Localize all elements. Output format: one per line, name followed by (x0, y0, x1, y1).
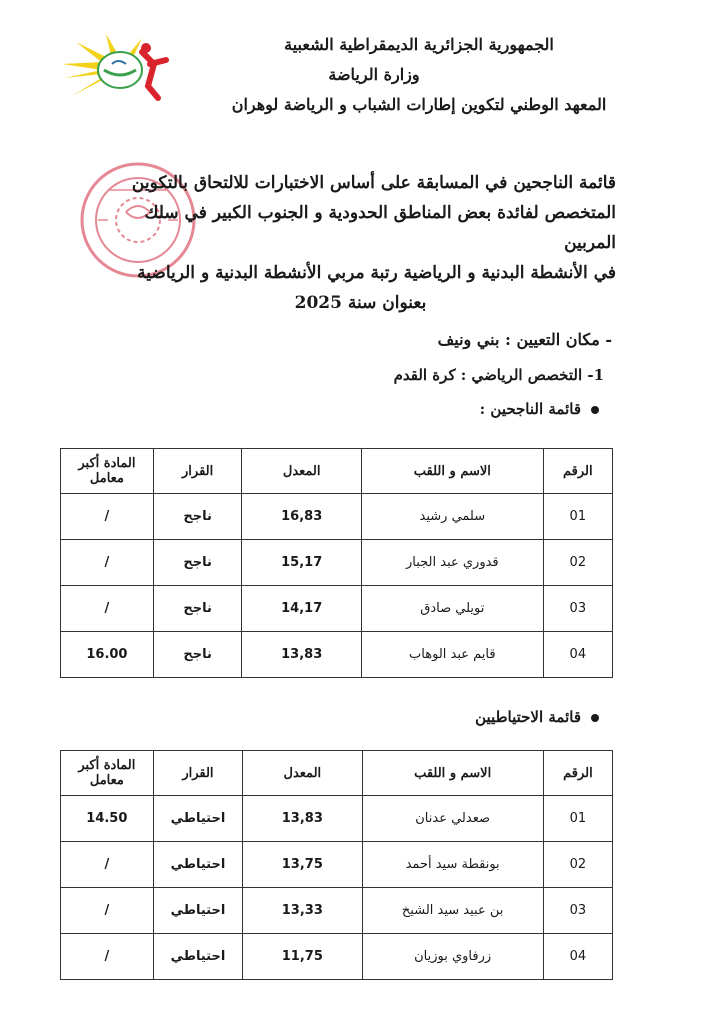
row-decision: احتياطي (153, 888, 242, 934)
reserves-heading (475, 708, 599, 726)
col-num: الرقم (543, 449, 612, 494)
row-avg: 16,83 (242, 494, 362, 540)
table-row (61, 888, 613, 934)
reserves-label: قائمة الاحتياطيين (475, 708, 581, 726)
row-name: تويلي صادق (362, 586, 544, 632)
winners-heading (480, 400, 599, 418)
row-subject: / (61, 540, 154, 586)
table-row (61, 934, 613, 980)
bullet-icon (591, 714, 599, 722)
row-name: قايم عبد الوهاب (362, 632, 544, 678)
col-avg: المعدل (243, 751, 362, 796)
specialty-line: 1- التخصص الرياضي : كرة القدم (393, 366, 604, 384)
row-avg: 15,17 (242, 540, 362, 586)
header-ministry: وزارة الرياضة (328, 65, 420, 84)
row-subject: / (61, 494, 154, 540)
row-decision: احتياطي (153, 842, 242, 888)
row-num: 04 (543, 934, 612, 980)
row-decision: ناجح (153, 586, 242, 632)
title-year: بعنوان سنة 2025 (294, 293, 427, 313)
col-subject: المادة أكبر معامل (61, 751, 154, 796)
winners-table (60, 448, 613, 678)
institute-logo (62, 34, 172, 106)
header-institute: المعهد الوطني لتكوين إطارات الشباب و الرياضة لوهران (231, 95, 607, 114)
row-name: صعدلي عدنان (362, 796, 543, 842)
row-avg: 11,75 (243, 934, 362, 980)
title-line-2: المتخصص لفائدة بعض المناطق الحدودية و الجنوب الكبير في سلك المربين (144, 203, 616, 253)
row-name: قدوري عبد الجبار (362, 540, 544, 586)
placement-line: - مكان التعيين : بني ونيف (437, 330, 612, 349)
row-decision: ناجح (153, 632, 242, 678)
row-avg: 13,83 (242, 632, 362, 678)
col-name: الاسم و اللقب (362, 751, 543, 796)
document-title (105, 168, 616, 318)
row-num: 02 (543, 842, 612, 888)
row-avg: 14,17 (242, 586, 362, 632)
row-num: 03 (543, 586, 612, 632)
col-subject: المادة أكبر معامل (61, 449, 154, 494)
col-avg: المعدل (242, 449, 362, 494)
row-num: 01 (543, 796, 612, 842)
row-subject: / (61, 842, 154, 888)
bullet-icon (591, 406, 599, 414)
row-avg: 13,75 (243, 842, 362, 888)
title-line-1: قائمة الناجحين في المسابقة على أساس الاختبارات للالتحاق بالتكوين (131, 173, 616, 193)
row-subject: / (61, 586, 154, 632)
table-row (61, 494, 613, 540)
row-name: سلمي رشيد (362, 494, 544, 540)
row-subject: 14.50 (61, 796, 154, 842)
row-decision: احتياطي (153, 934, 242, 980)
row-avg: 13,83 (243, 796, 362, 842)
row-decision: احتياطي (153, 796, 242, 842)
col-decision: القرار (153, 449, 242, 494)
row-num: 03 (543, 888, 612, 934)
col-num: الرقم (543, 751, 612, 796)
table-row (61, 842, 613, 888)
table-header-row (61, 751, 613, 796)
reserves-table (60, 750, 613, 980)
table-header-row (61, 449, 613, 494)
col-decision: القرار (153, 751, 242, 796)
row-avg: 13,33 (243, 888, 362, 934)
row-subject: / (61, 934, 154, 980)
table-row (61, 632, 613, 678)
row-decision: ناجح (153, 540, 242, 586)
document-header (209, 30, 629, 120)
row-num: 04 (543, 632, 612, 678)
table-row (61, 586, 613, 632)
row-subject: / (61, 888, 154, 934)
row-name: بن عبيد سيد الشيخ (362, 888, 543, 934)
title-line-3: في الأنشطة البدنية و الرياضية رتبة مربي الأنشطة البدنية و الرياضية (137, 263, 616, 283)
row-name: زرفاوي بوزيان (362, 934, 543, 980)
row-decision: ناجح (153, 494, 242, 540)
row-name: بونقطة سيد أحمد (362, 842, 543, 888)
table-row (61, 540, 613, 586)
header-country: الجمهورية الجزائرية الديمقراطية الشعبية (284, 35, 554, 54)
row-num: 01 (543, 494, 612, 540)
col-name: الاسم و اللقب (362, 449, 544, 494)
row-num: 02 (543, 540, 612, 586)
row-subject: 16.00 (61, 632, 154, 678)
table-row (61, 796, 613, 842)
winners-label: قائمة الناجحين : (479, 400, 581, 418)
